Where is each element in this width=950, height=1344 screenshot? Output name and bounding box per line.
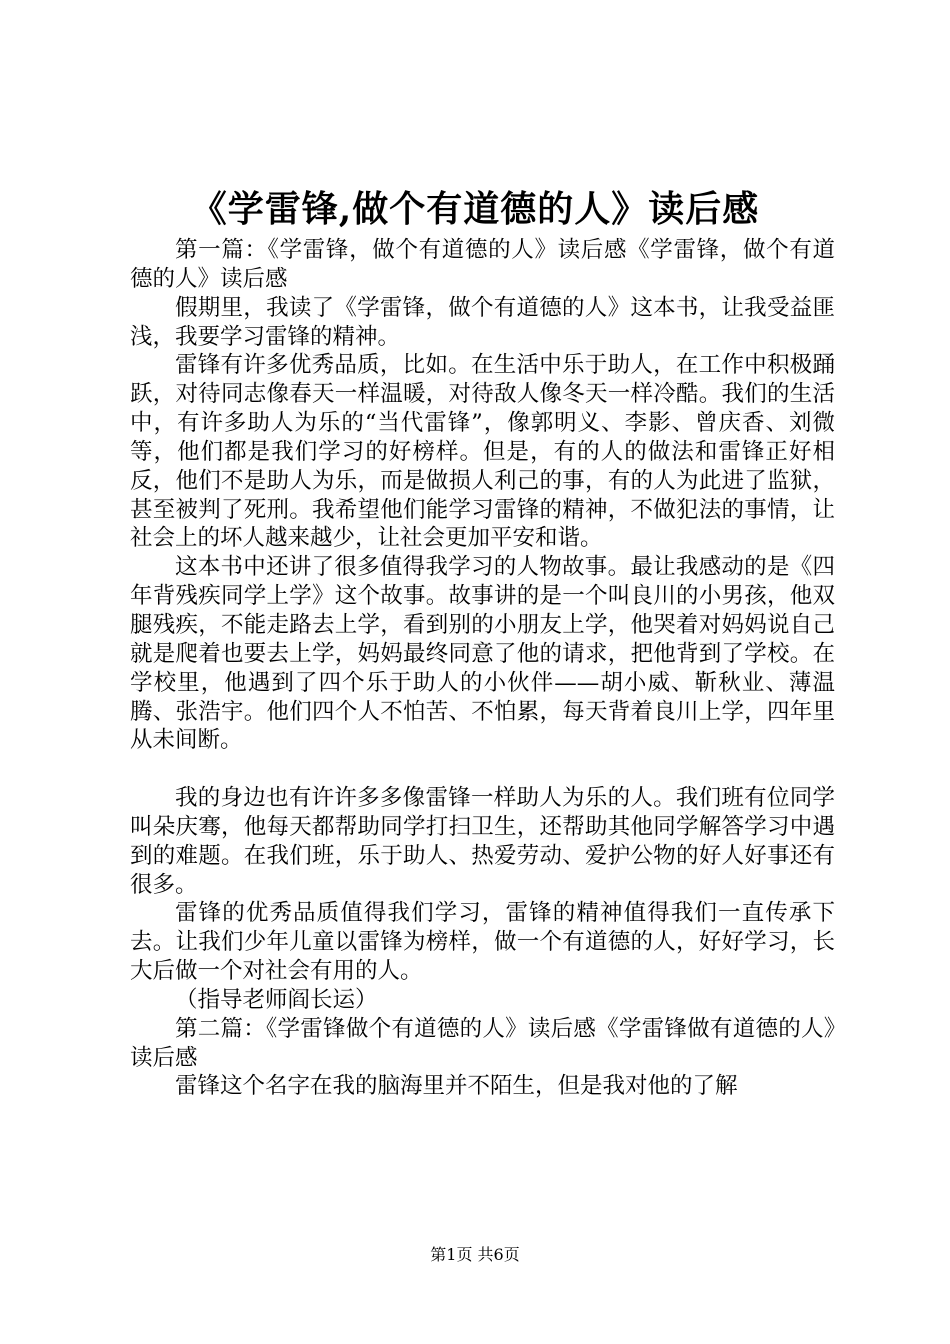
paragraph: 雷锋的优秀品质值得我们学习，雷锋的精神值得我们一直传承下去。让我们少年儿童以雷锋为榜样，做一个有道德的人，好好学习，长大后做一个对社会有用的人。	[130, 900, 835, 985]
paragraph-part2-heading: 第二篇：《学雷锋做个有道德的人》读后感《学雷锋做有道德的人》读后感	[130, 1015, 835, 1071]
paragraph: 雷锋这个名字在我的脑海里并不陌生，但是我对他的了解	[175, 1073, 738, 1100]
paragraph: 雷锋有许多优秀品质，比如。在生活中乐于助人，在工作中积极踊跃，对待同志像春天一样温暖，对待敌人像冬天一样冷酷。我们的生活中，有许多助人为乐的“当代雷锋”，像郭明义、李影、曾庆香、刘微等，他们都是我们学习的好榜样。但是，有的人的做法和雷锋正好相反，他们不是助人为乐，而是做损人利己的事，有的人为此进了监狱，甚至被判了死刑。我希望他们能学习雷锋的精神，不做犯法的事情，让社会上的坏人越来越少，让社会更加平安和谐。	[130, 352, 835, 552]
teacher-note: （指导老师阎长运）	[175, 986, 378, 1013]
paragraph: 这本书中还讲了很多值得我学习的人物故事。最让我感动的是《四年背残疾同学上学》这个故事。故事讲的是一个叫良川的小男孩，他双腿残疾，不能走路去上学，看到别的小朋友上学，他哭着对妈妈说自己就是爬着也要去上学，妈妈最终同意了他的请求，把他背到了学校。在学校里，他遇到了四个乐于助人的小伙伴——胡小威、靳秋业、薄温腾、张浩宇。他们四个人不怕苦、不怕累，每天背着良川上学，四年里从未间断。	[130, 554, 835, 754]
paragraph-gap	[130, 755, 835, 784]
paragraph: 我的身边也有许许多多像雷锋一样助人为乐的人。我们班有位同学叫朵庆骞，他每天都帮助同学打扫卫生，还帮助其他同学解答学习中遇到的难题。在我们班，乐于助人、热爱劳动、爱护公物的好人好事还有很多。	[130, 785, 835, 898]
document-title: 《学雷锋,做个有道德的人》读后感	[190, 188, 760, 230]
paragraph: 假期里，我读了《学雷锋，做个有道德的人》这本书，让我受益匪浅，我要学习雷锋的精神。	[130, 294, 835, 350]
document-body	[130, 236, 835, 1101]
page-footer: 第1页 共6页	[430, 1245, 520, 1264]
paragraph-part1-heading: 第一篇：《学雷锋，做个有道德的人》读后感《学雷锋，做个有道德的人》读后感	[130, 237, 835, 292]
